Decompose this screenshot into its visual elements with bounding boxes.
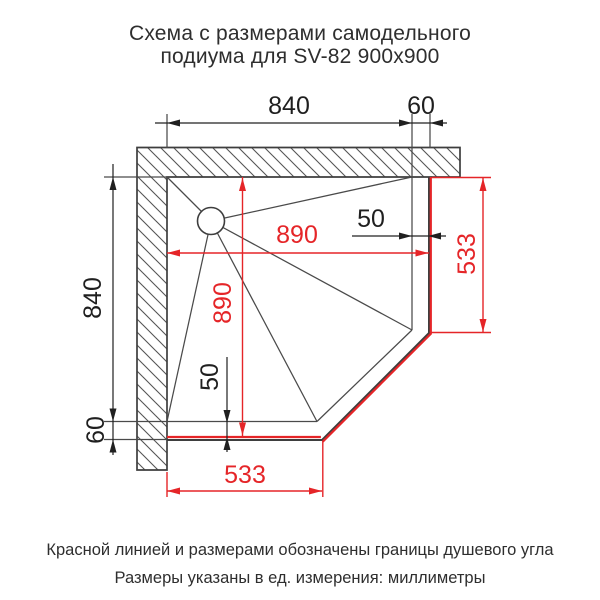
dim-red-890-vertical: 890	[209, 282, 237, 324]
title-line-2: подиума для SV-82 900x900	[160, 45, 440, 68]
dim-top-60: 60	[407, 92, 435, 120]
footer-line-2: Размеры указаны в ед. измерения: миллиметры	[114, 569, 486, 587]
dim-left-60: 60	[82, 416, 110, 444]
drain-circle	[198, 208, 225, 235]
footer-line-1: Красной линией и размерами обозначены границы душевого угла	[46, 541, 554, 559]
title-line-1: Схема с размерами самодельного	[128, 22, 472, 45]
dim-gap-bottom-50: 50	[196, 363, 224, 391]
footer-notes	[0, 536, 600, 592]
dim-red-890-horizontal: 890	[276, 221, 318, 249]
dim-left-840: 840	[79, 277, 107, 319]
dim-red-533-bottom: 533	[224, 461, 266, 489]
dim-top-840: 840	[268, 92, 310, 120]
dim-red-533-right: 533	[453, 233, 481, 275]
dim-gap-top-50: 50	[357, 205, 385, 233]
